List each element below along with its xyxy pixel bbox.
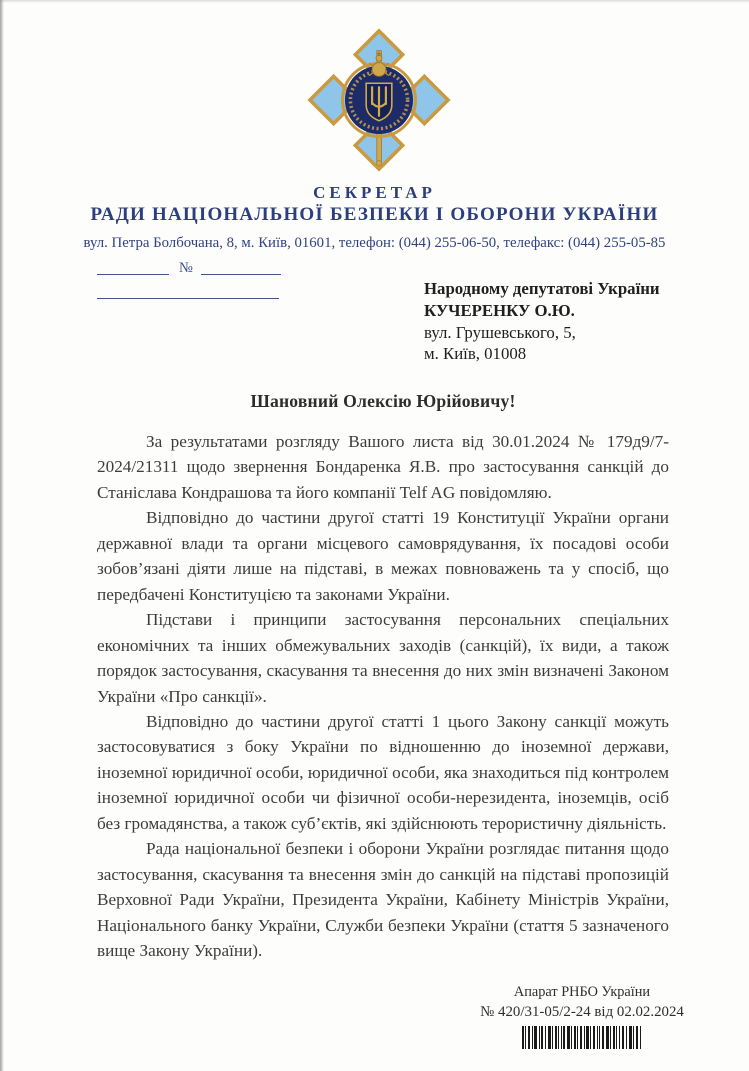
nsdc-emblem-icon (306, 25, 452, 175)
letterhead-title-secretary: СЕКРЕТАР (313, 183, 436, 202)
registration-number: № 420/31-05/2-24 від 02.02.2024 (480, 1004, 684, 1020)
salutation: Шановний Олексію Юрійовичу! (250, 391, 516, 411)
reference-row-date-number (97, 258, 287, 275)
letterhead-title-council: РАДИ НАЦІОНАЛЬНОЇ БЕЗПЕКИ І ОБОРОНИ УКРАЇНИ (90, 204, 659, 225)
body-paragraph: Відповідно до частини другої статті 1 цього Закону санкції можуть застосовуватися з боку України по відношенню до іноземної держави, іноземної юридичної особи, юридичної особи, яка знаходиться під контролем іноземної юридичної особи чи фізичної особи-нерезидента, іноземців, осіб без громадянства, а також суб’єктів, які здійснюють терористичну діяльність. (97, 711, 669, 833)
body-paragraph: Рада національної безпеки і оборони України розглядає питання щодо застосування, скасування та внесення змін до санкцій на підставі пропозицій Верховної Ради України, Президента України, Кабінету Міністрів України, Національного банку України, Служби безпеки України (стаття 5 зазначеного вище Закону України). (97, 839, 669, 961)
registration-stamp (452, 984, 712, 1049)
date-blank-line (97, 274, 169, 275)
registration-office: Апарат РНБО України (513, 984, 651, 1000)
letterhead-contact-line: вул. Петра Болбочана, 8, м. Київ, 01601, телефон: (044) 255-06-50, телефакс: (044) 255-05-85 (83, 235, 666, 251)
number-blank-line (201, 274, 281, 275)
recipient-street: вул. Грушевського, 5, (424, 322, 576, 342)
body-paragraph: Підстави і принципи застосування персональних спеціальних економічних та інших обмежувальних заходів (санкцій), їх види, а також порядок застосування, скасування та внесення до них змін визначені Законом України «Про санкції». (97, 610, 669, 706)
letter-body (97, 429, 669, 964)
scan-edge-artifact (0, 0, 4, 1071)
recipient-name: КУЧЕРЕНКУ О.Ю. (424, 300, 575, 320)
recipient-role: Народному депутатові України (424, 279, 660, 298)
number-symbol: № (179, 260, 193, 276)
recipient-city: м. Київ, 01008 (424, 344, 527, 364)
recipient-block (424, 278, 660, 365)
reply-reference-blank-line (97, 285, 279, 299)
barcode (522, 1026, 642, 1049)
body-paragraph: За результатами розгляду Вашого листа від 30.01.2024 № 179д9/7-2024/21311 щодо звернення Бондаренка Я.В. про застосування санкцій до Станіслава Кондрашова та його компанії Telf AG повідомляю. (97, 432, 669, 502)
body-paragraph: Відповідно до частини другої статті 19 Конституції України органи державної влади та органи місцевого самоврядування, їх посадові особи зобов’язані діяти лише на підставі, в межах повноважень та у спосіб, що передбачені Конституцією та законами України. (97, 508, 669, 604)
scan-edge-artifact (0, 0, 749, 3)
reference-block (97, 258, 287, 299)
